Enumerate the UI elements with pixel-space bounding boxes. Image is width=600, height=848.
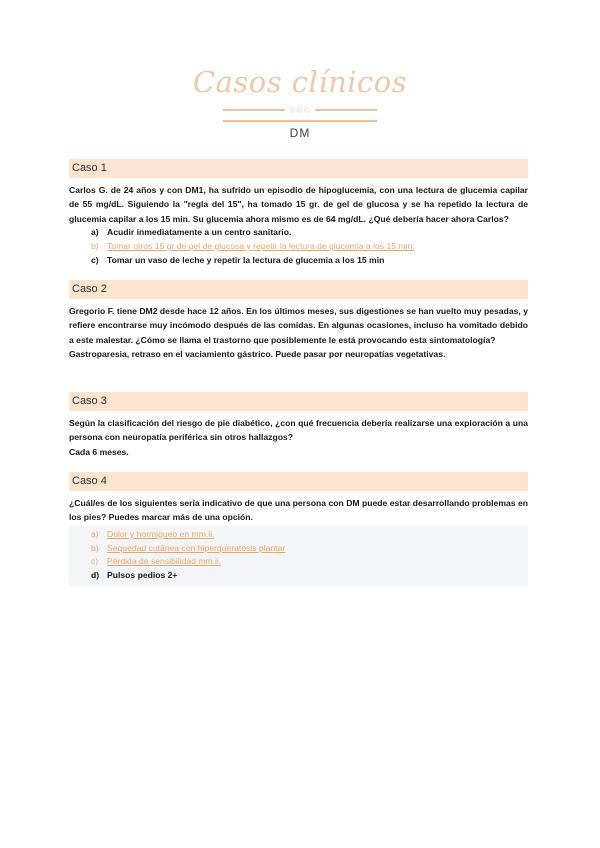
case-4-option-c: c) Pérdida de sensibilidad mm.ii. (91, 556, 222, 567)
case-1-option-c: c) Tomar un vaso de leche y repetir la lectura de glucemia a los 15 min (91, 254, 385, 265)
case-3-section (69, 392, 528, 459)
document-subtitle: DM (289, 125, 311, 140)
case-4-option-b: b) Sequedad cutánea con hiperqueratosis plantar (91, 542, 286, 553)
ornament-line-left (223, 109, 285, 111)
case-4-section (69, 472, 528, 586)
case-2-answer: Gastroparesia, retraso en el vaciamiento gástrico. Puede pasar por neuropatías vegetativas. (69, 349, 446, 360)
case-3-answer: Cada 6 meses. (69, 446, 129, 457)
case-4-options (69, 528, 528, 583)
case-4-option-d: d) Pulsos pedios 2+ (91, 570, 178, 581)
document-header (0, 65, 600, 140)
case-2-title: Caso 2 (69, 280, 528, 299)
case-3-title: Caso 3 (69, 392, 528, 411)
document-title: Casos clínicos (192, 65, 408, 99)
case-4-option-a: a) Dolor y hormigueo en mm.ii. (91, 528, 215, 539)
ornament-line-right (315, 109, 377, 111)
case-4-options-box (69, 526, 528, 586)
case-2-question: Gregorio F. tiene DM2 desde hace 12 años. En los últimos meses, sus digestiones se han vuelto muy pesadas, y refiere encontrarse muy incómodo después de las comidas. En algunas ocasiones, incluso ha vomitado debido a este malestar. ¿Cómo se llama el trastorno que posiblemente le está provocando esta sintomatología? (69, 306, 528, 345)
diamond-ornament-icon: ◇◇◇ (289, 105, 311, 114)
case-1-question: Carlos G. de 24 años y con DM1, ha sufrido un episodio de hipoglucemia, con una lectura de glucemia capilar de 55 mg/dL. Siguiendo la "regla del 15", ha tomado 15 gr. de gel de glucosa y se ha repetido la lectura de glucemia capilar a los 15 min. Su glucemia ahora mismo es de 64 mg/dL. ¿Qué debería hacer ahora Carlos? (69, 185, 528, 224)
case-3-question: Según la clasificación del riesgo de pie diabético, ¿con qué frecuencia debería realizarse una exploración a una persona con neuropatía periférica sin otros hallazgos? (69, 418, 528, 443)
case-1-option-a: a) Acudir inmediatamente a un centro sanitario. (91, 227, 292, 238)
case-1-section (69, 159, 528, 268)
case-4-title: Caso 4 (69, 472, 528, 491)
title-ornament (223, 103, 377, 117)
case-1-option-b: b) Tomar otros 15 gr de gel de glucosa y repetir la lectura de glucemia a los 15 min. (91, 241, 415, 252)
title-underline (223, 120, 377, 122)
case-2-section (69, 280, 528, 361)
case-1-title: Caso 1 (69, 159, 528, 178)
case-4-question: ¿Cuál/es de los siguientes sería indicativo de que una persona con DM puede estar desarrollando problemas en los pies? Puedes marcar más de una opción. (69, 498, 528, 523)
case-1-options (69, 226, 528, 267)
